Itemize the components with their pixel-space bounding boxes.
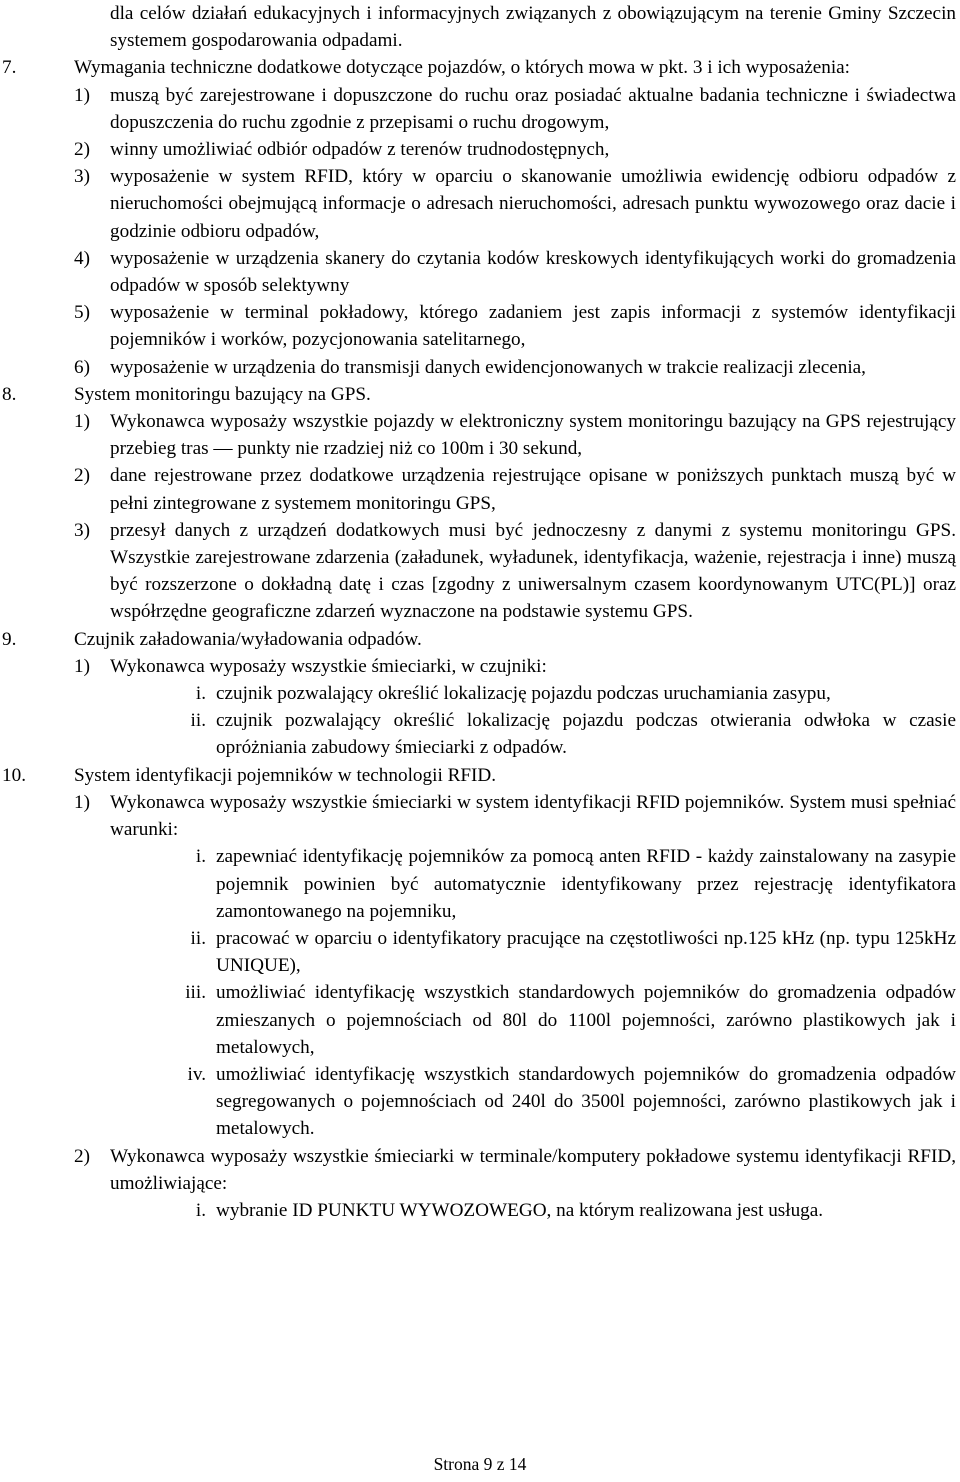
section-number: 8. <box>2 383 17 405</box>
item-number: 2) <box>74 1145 90 1167</box>
list-item <box>0 789 956 843</box>
sub-item-text: wybranie ID PUNKTU WYWOZOWEGO, na którym realizowana jest usługa. <box>216 1199 824 1221</box>
sub-list-item <box>0 1197 956 1224</box>
list-item <box>0 1143 956 1197</box>
roman-numeral: i. <box>195 846 206 868</box>
list-item <box>0 517 956 626</box>
item-text: wyposażenie w terminal pokładowy, którego zadaniem jest zapis informacji z systemów identyfikacji pojemników i worków, pozycjonowania satelitarnego, <box>110 302 956 351</box>
sub-item-text: pracować w oparciu o identyfikatory pracujące na częstotliwości np.125 kHz (np. typu 125kHz UNIQUE), <box>216 927 956 977</box>
page-footer: Strona 9 z 14 <box>433 1454 527 1474</box>
sub-list-item <box>0 707 956 761</box>
roman-numeral: iv. <box>187 1063 206 1085</box>
list-item <box>0 136 956 163</box>
section-number: 10. <box>2 764 26 786</box>
intro-continuation <box>0 0 956 54</box>
item-number: 6) <box>74 356 90 378</box>
item-text: Wykonawca wyposaży wszystkie śmieciarki w system identyfikacji RFID pojemników. System musi spełniać warunki: <box>110 791 956 841</box>
list-item <box>0 299 956 353</box>
item-number: 2) <box>74 465 90 487</box>
item-text: muszą być zarejestrowane i dopuszczone do ruchu oraz posiadać aktualne badania techniczne i świadectwa dopuszczenia do ruchu zgodnie z przepisami o ruchu drogowym, <box>110 84 956 133</box>
item-text: Wykonawca wyposaży wszystkie pojazdy w elektroniczny system monitoringu bazujący na GPS rejestrujący przebieg tras — punkty nie rzadziej niż co 100m i 30 sekund, <box>110 411 956 460</box>
section-number: 7. <box>2 57 17 79</box>
sub-list-item <box>0 843 956 925</box>
item-text: Wykonawca wyposaży wszystkie śmieciarki w terminale/komputery pokładowe systemu identyfikacji RFID, umożliwiające: <box>110 1145 956 1194</box>
roman-numeral: ii. <box>190 927 206 949</box>
item-number: 3) <box>74 166 90 188</box>
sub-item-text: czujnik pozwalający określić lokalizację pojazdu podczas otwierania odwłoka w czasie opróżniania zabudowy śmieciarki z odpadów. <box>216 710 956 759</box>
section-8-heading <box>0 381 956 408</box>
roman-numeral: ii. <box>190 710 206 732</box>
item-text: przesył danych z urządzeń dodatkowych musi być jednoczesny z danymi z systemu monitoringu GPS. Wszystkie zarejestrowane zdarzenia (załadunek, wyładunek, identyfikacja, ważenie, rejestracja i inne) muszą być rozszerzone o dokładną datę i czas [zgodny z uniwersalnym czasem koordynowanym UTC(PL)] oraz współrzędne geograficzne zdarzeń wyznaczone na podstawie systemu GPS. <box>110 519 956 623</box>
roman-numeral: i. <box>195 1199 206 1221</box>
item-number: 1) <box>74 411 90 433</box>
section-10-heading <box>0 762 956 789</box>
item-text: dane rejestrowane przez dodatkowe urządzenia rejestrujące opisane w poniższych punktach muszą być w pełni zintegrowane z systemem monitoringu GPS, <box>110 465 956 514</box>
sub-list-item <box>0 680 956 707</box>
section-text: Czujnik załadowania/wyładowania odpadów. <box>74 628 422 650</box>
section-number: 9. <box>2 628 17 650</box>
item-number: 1) <box>74 655 90 677</box>
list-item <box>0 163 956 245</box>
sub-item-text: umożliwiać identyfikację wszystkich standardowych pojemników do gromadzenia odpadów zmieszanych o pojemnościach od 80l do 1100l pojemności, zarówno plastikowych jak i metalowych, <box>216 982 956 1058</box>
sub-item-text: czujnik pozwalający określić lokalizację pojazdu podczas uruchamiania zasypu, <box>216 683 831 705</box>
item-text: wyposażenie w urządzenia do transmisji danych ewidencjonowanych w trakcie realizacji zlecenia, <box>110 356 866 378</box>
item-number: 1) <box>74 791 90 813</box>
item-number: 2) <box>74 139 90 161</box>
section-text: System identyfikacji pojemników w technologii RFID. <box>74 764 497 786</box>
sub-list-item <box>0 925 956 979</box>
sub-item-text: zapewniać identyfikację pojemników za pomocą anten RFID - każdy zainstalowany na zasypie pojemnik powinien być automatycznie identyfikowany przez rejestrację identyfikatora zamontowanego na pojemniku, <box>216 846 956 922</box>
item-text: Wykonawca wyposaży wszystkie śmieciarki, w czujniki: <box>110 655 547 677</box>
roman-numeral: i. <box>195 683 206 705</box>
section-text: System monitoringu bazujący na GPS. <box>74 383 371 405</box>
item-number: 5) <box>74 302 90 324</box>
sub-item-text: umożliwiać identyfikację wszystkich standardowych pojemników do gromadzenia odpadów segregowanych o pojemnościach od 240l do 3500l pojemności, zarówno plastikowych jak i metalowych. <box>216 1063 956 1140</box>
item-number: 1) <box>74 84 90 106</box>
roman-numeral: iii. <box>185 982 206 1004</box>
list-item <box>0 245 956 299</box>
item-text: wyposażenie w urządzenia skanery do czytania kodów kreskowych identyfikujących worki do gromadzenia odpadów w sposób selektywny <box>110 247 956 297</box>
list-item <box>0 653 956 680</box>
sub-list-item <box>0 979 956 1061</box>
item-text: wyposażenie w system RFID, który w oparciu o skanowanie umożliwia ewidencję odbioru odpadów z nieruchomości obejmującą informacje o adresach nieruchomości, adresach punktu wywozowego oraz dacie i godzinie odbioru odpadów, <box>110 166 956 242</box>
item-text: winny umożliwiać odbiór odpadów z terenów trudnodostępnych, <box>110 139 610 161</box>
list-item <box>0 408 956 462</box>
item-number: 3) <box>74 519 90 541</box>
item-number: 4) <box>74 247 90 269</box>
section-7-heading <box>0 54 956 81</box>
sub-list-item <box>0 1061 956 1143</box>
list-item <box>0 462 956 516</box>
section-text: Wymagania techniczne dodatkowe dotyczące pojazdów, o których mowa w pkt. 3 i ich wyposażenia: <box>74 57 851 79</box>
list-item <box>0 82 956 136</box>
section-9-heading <box>0 626 956 653</box>
list-item <box>0 354 956 381</box>
paragraph-text: dla celów działań edukacyjnych i informacyjnych związanych z obowiązującym na terenie Gminy Szczecin systemem gospodarowania odpadami. <box>110 3 956 52</box>
